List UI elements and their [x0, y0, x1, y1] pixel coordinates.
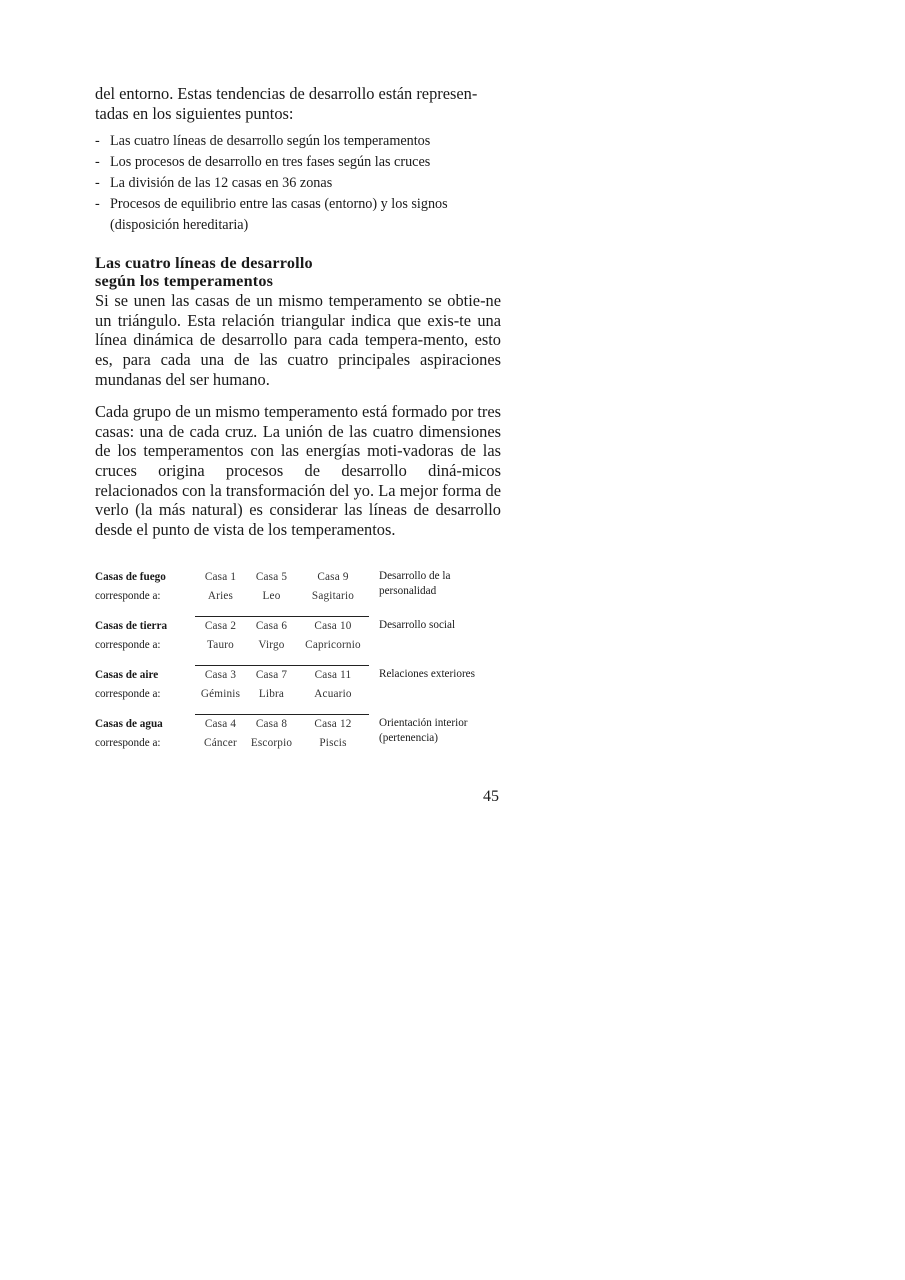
bullet-text: Procesos de equilibrio entre las casas (entorno) y los signos (disposición hereditaria) [110, 196, 448, 234]
list-item [95, 194, 501, 236]
sign-cell: Libra [246, 685, 297, 715]
sign-cell: Escorpio [250, 736, 293, 749]
table-row [95, 715, 497, 734]
description-cell: Relaciones exteriores [379, 667, 475, 680]
casa-cell: Casa 9 [317, 571, 349, 583]
bullet-text: Las cuatro líneas de desarrollo según los temperamentos [110, 133, 431, 150]
page-body [95, 84, 501, 539]
bullet-dash: - [95, 154, 100, 171]
casa-cell: Casa 4 [204, 718, 237, 730]
casa-cell: Casa 10 [314, 620, 352, 632]
sign-cell: Sagitario [297, 587, 369, 617]
sign-cell: Piscis [319, 736, 347, 749]
group-sublabel: corresponde a: [95, 736, 161, 749]
list-item [95, 152, 501, 173]
intro-line-1: del entorno. Estas tendencias de desarrollo están represen- [95, 84, 478, 103]
description-cell: Desarrollo social [379, 618, 456, 631]
sign-cell: Capricornio [297, 636, 369, 666]
sign-cell: Aries [195, 587, 246, 617]
bullet-text: Los procesos de desarrollo en tres fases según las cruces [110, 154, 431, 171]
section-heading [95, 254, 501, 290]
bullet-list [95, 131, 501, 236]
section-paragraph-1: Si se unen las casas de un mismo temperamento se obtie-ne un triángulo. Esta relación triangular indica que exis-te una línea dinámica de desarrollo para cada tempera-mento, esto es, para cada una de las cuatro principales aspiraciones mundanas del ser humano. [95, 291, 501, 389]
bullet-text: La división de las 12 casas en 36 zonas [110, 175, 333, 192]
sign-cell: Tauro [195, 636, 246, 666]
casa-cell: Casa 11 [314, 669, 352, 681]
group-label: Casas de tierra [95, 619, 168, 632]
casa-cell: Casa 6 [255, 620, 288, 632]
section-paragraph-2: Cada grupo de un mismo temperamento está formado por tres casas: una de cada cruz. La unión de las cuatro dimensiones de los temperamentos con las energías moti-vadoras de las cruces origina procesos de desarrollo diná-micos relacionados con la transformación del yo. La mejor forma de verlo (la más natural) es considerar las líneas de desarrollo desde el punto de vista de los temperamentos. [95, 402, 501, 539]
group-sublabel: corresponde a: [95, 687, 161, 700]
sign-cell: Leo [246, 587, 297, 617]
bullet-dash: - [95, 196, 100, 213]
casa-cell: Casa 1 [204, 571, 237, 583]
description-cell: Desarrollo de la personalidad [379, 570, 451, 597]
table-row [95, 666, 497, 685]
casa-cell: Casa 5 [255, 571, 288, 583]
table-row [95, 617, 497, 636]
bullet-dash: - [95, 133, 100, 150]
group-sublabel: corresponde a: [95, 638, 161, 651]
list-item [95, 131, 501, 152]
casa-cell: Casa 2 [204, 620, 237, 632]
casas-table [95, 568, 497, 752]
group-label: Casas de fuego [95, 571, 166, 583]
sign-cell: Virgo [246, 636, 297, 666]
group-label: Casas de agua [95, 717, 163, 730]
group-sublabel: corresponde a: [95, 589, 161, 602]
section-heading-line-1: Las cuatro líneas de desarrollo [95, 254, 313, 273]
page-number: 45 [483, 788, 499, 805]
description-cell: Orientación interior (pertenencia) [379, 716, 468, 744]
sign-cell: Géminis [195, 685, 246, 715]
sign-cell: Acuario [297, 685, 369, 715]
bullet-dash: - [95, 175, 100, 192]
intro-paragraph [95, 84, 501, 123]
casa-cell: Casa 3 [204, 669, 237, 681]
section-heading-line-2: según los temperamentos [95, 272, 274, 291]
casa-cell: Casa 8 [255, 718, 288, 730]
list-item [95, 173, 501, 194]
casa-cell: Casa 7 [255, 669, 288, 681]
casa-cell: Casa 12 [314, 718, 352, 730]
intro-line-2: tadas en los siguientes puntos: [95, 103, 294, 123]
sign-cell: Cáncer [204, 736, 237, 749]
group-label: Casas de aire [95, 668, 159, 681]
table-row [95, 568, 497, 587]
